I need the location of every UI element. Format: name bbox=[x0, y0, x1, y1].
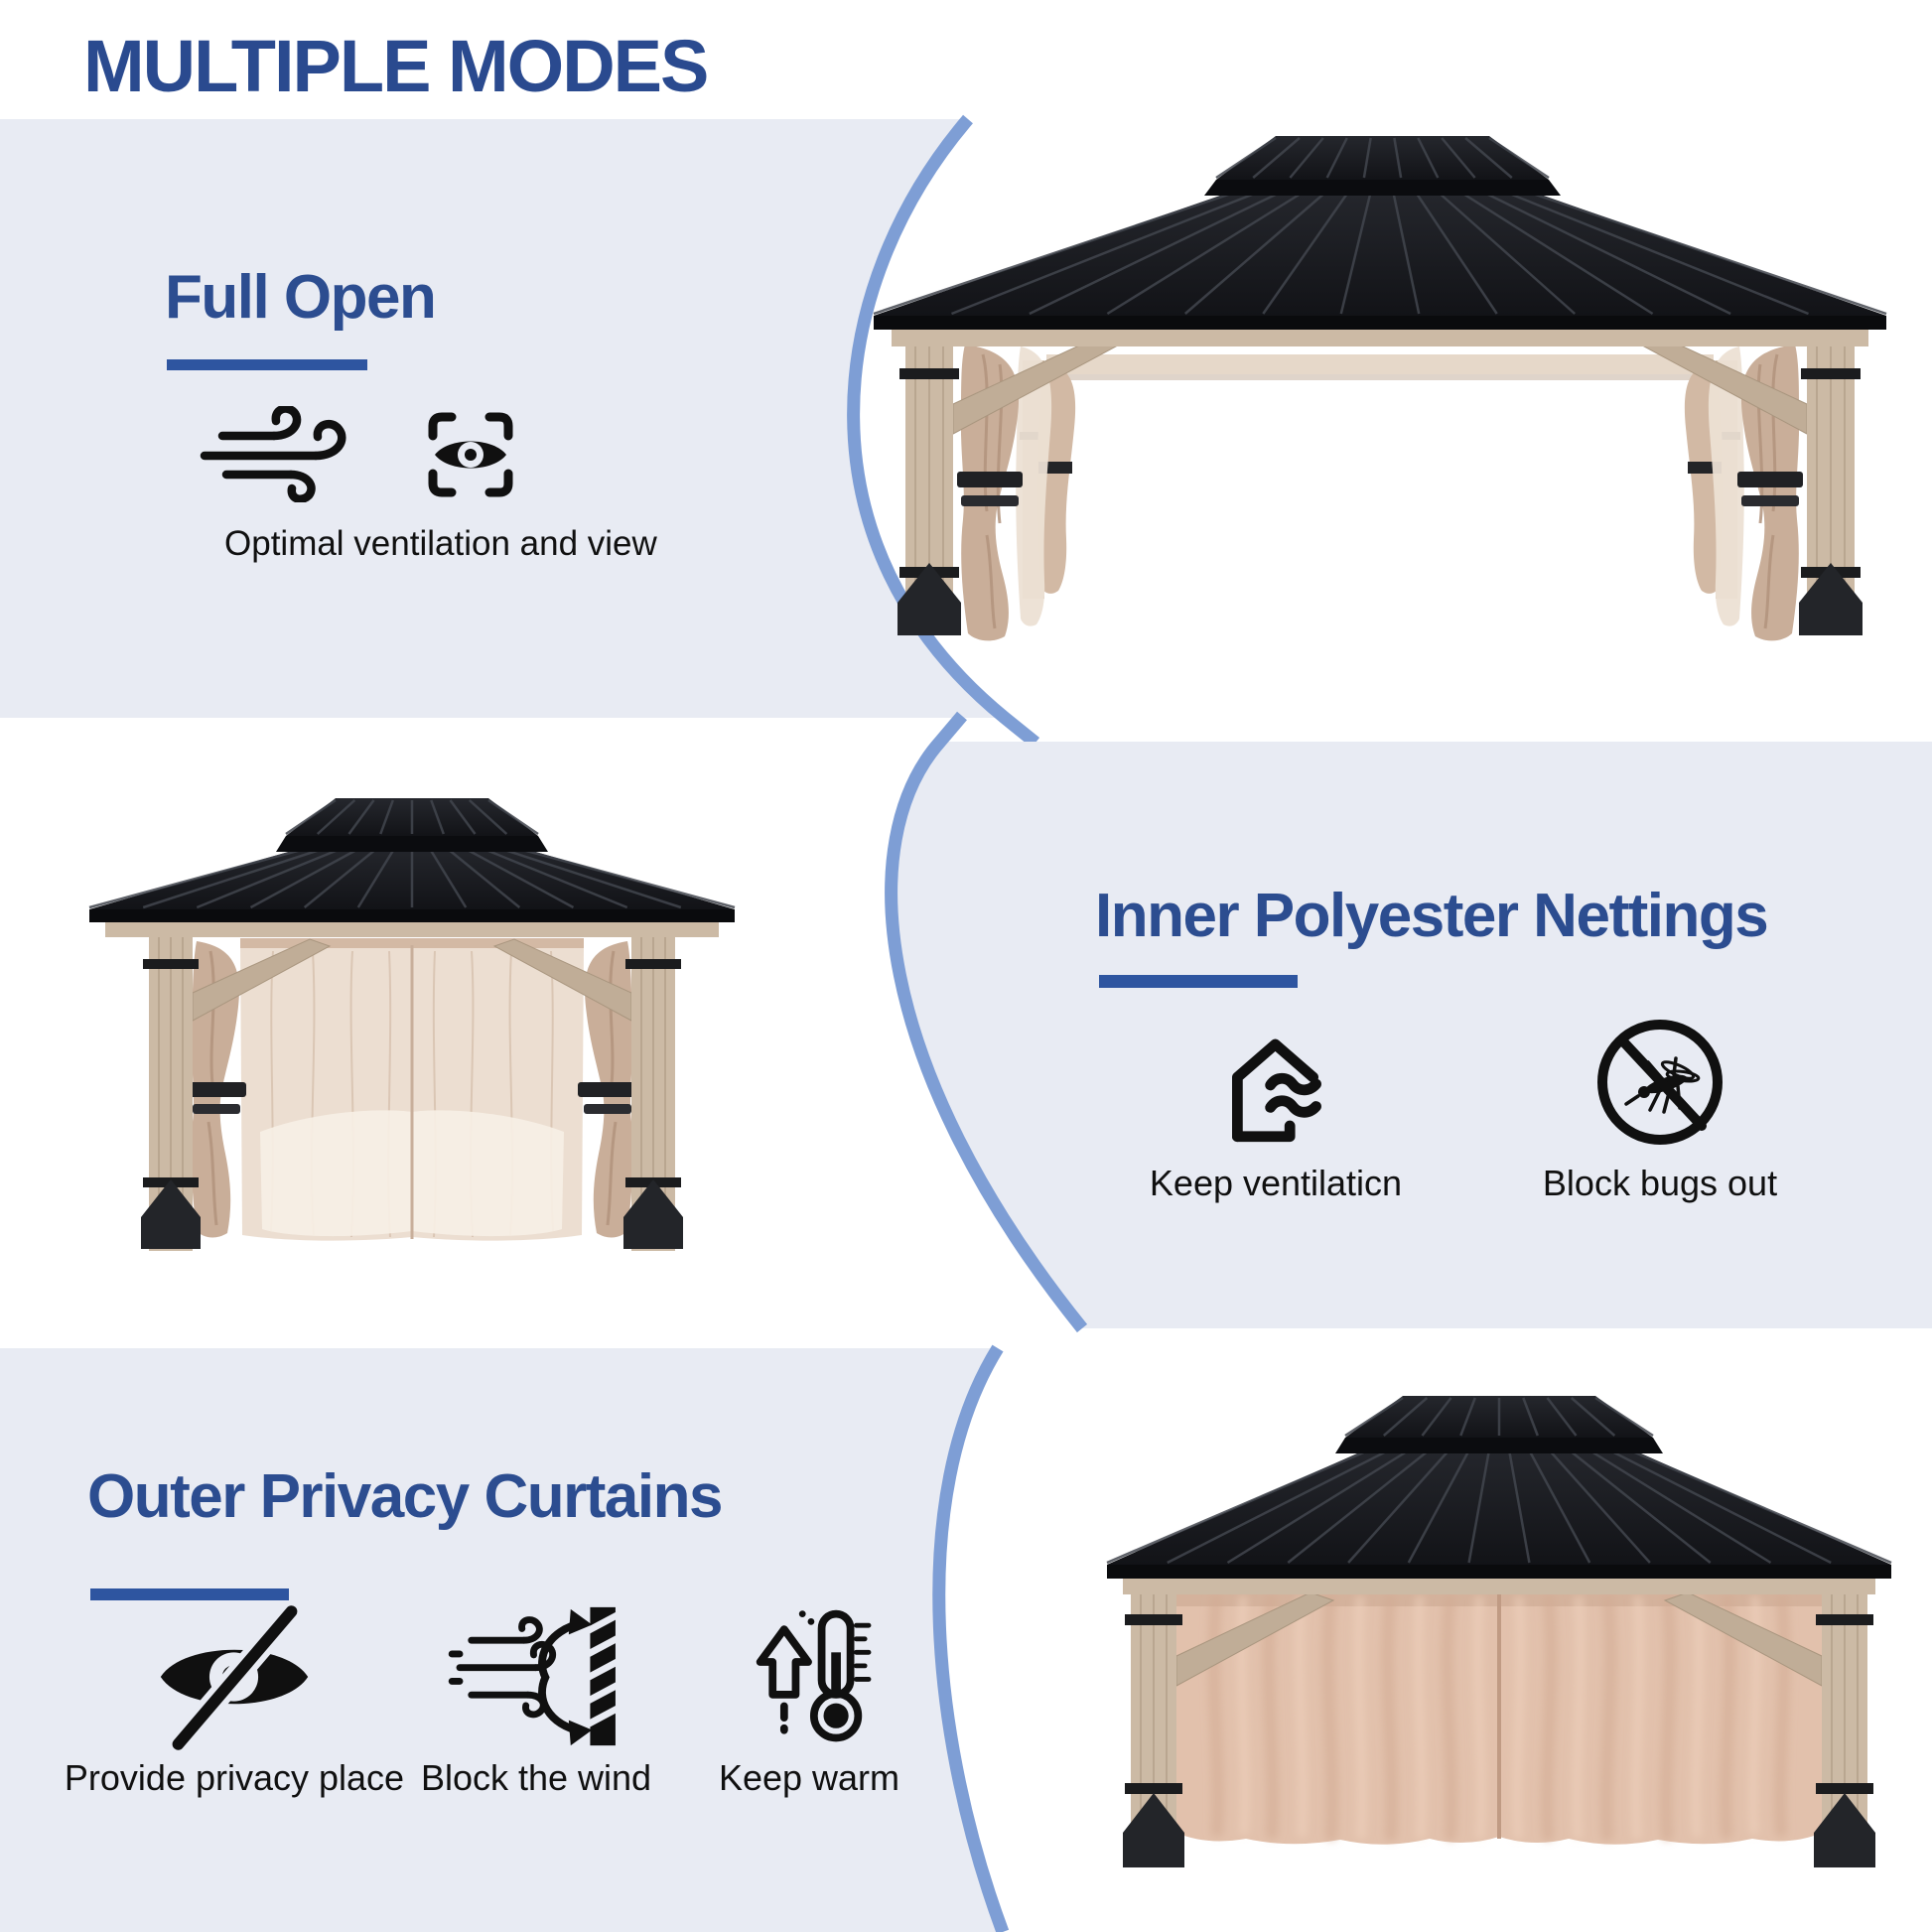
feature-caption: Provide privacy place bbox=[64, 1757, 405, 1798]
house-ventilation-icon bbox=[1210, 1008, 1341, 1157]
section-inner-polyester-nettings bbox=[0, 742, 1932, 1328]
eye-view-icon bbox=[425, 409, 516, 500]
wind-barrier-icon bbox=[446, 1602, 626, 1751]
feature-caption: Optimal ventilation and view bbox=[224, 524, 657, 563]
no-mosquito-icon bbox=[1590, 1008, 1729, 1157]
feature-caption: Keep ventilaticn bbox=[1149, 1163, 1403, 1203]
heading-underline bbox=[90, 1588, 289, 1600]
gazebo-privacy-curtains-photo bbox=[1087, 1390, 1911, 1901]
section-heading: Outer Privacy Curtains bbox=[87, 1462, 722, 1531]
feature-block-wind bbox=[387, 1602, 685, 1799]
feature-caption: Block the wind bbox=[420, 1757, 652, 1798]
gazebo-nettings-photo bbox=[79, 794, 745, 1291]
thermometer-up-icon bbox=[746, 1602, 873, 1751]
section-full-open bbox=[0, 119, 1932, 718]
eye-slash-icon bbox=[149, 1602, 320, 1751]
feature-block-bugs bbox=[1471, 1008, 1849, 1204]
section-heading: Inner Polyester Nettings bbox=[1095, 882, 1768, 950]
gazebo-open-curtains-photo bbox=[854, 134, 1906, 690]
heading-underline bbox=[167, 359, 367, 370]
feature-privacy bbox=[36, 1602, 433, 1799]
wind-icon bbox=[197, 406, 355, 502]
section-outer-privacy-curtains bbox=[0, 1348, 1932, 1932]
heading-underline bbox=[1099, 975, 1298, 988]
feature-caption: Keep warm bbox=[718, 1757, 900, 1798]
feature-keep-warm bbox=[660, 1602, 958, 1799]
section-heading: Full Open bbox=[165, 263, 436, 332]
feature-keep-ventilation bbox=[1087, 1008, 1464, 1204]
feature-caption: Block bugs out bbox=[1542, 1163, 1778, 1203]
page-title: MULTIPLE MODES bbox=[83, 25, 708, 107]
